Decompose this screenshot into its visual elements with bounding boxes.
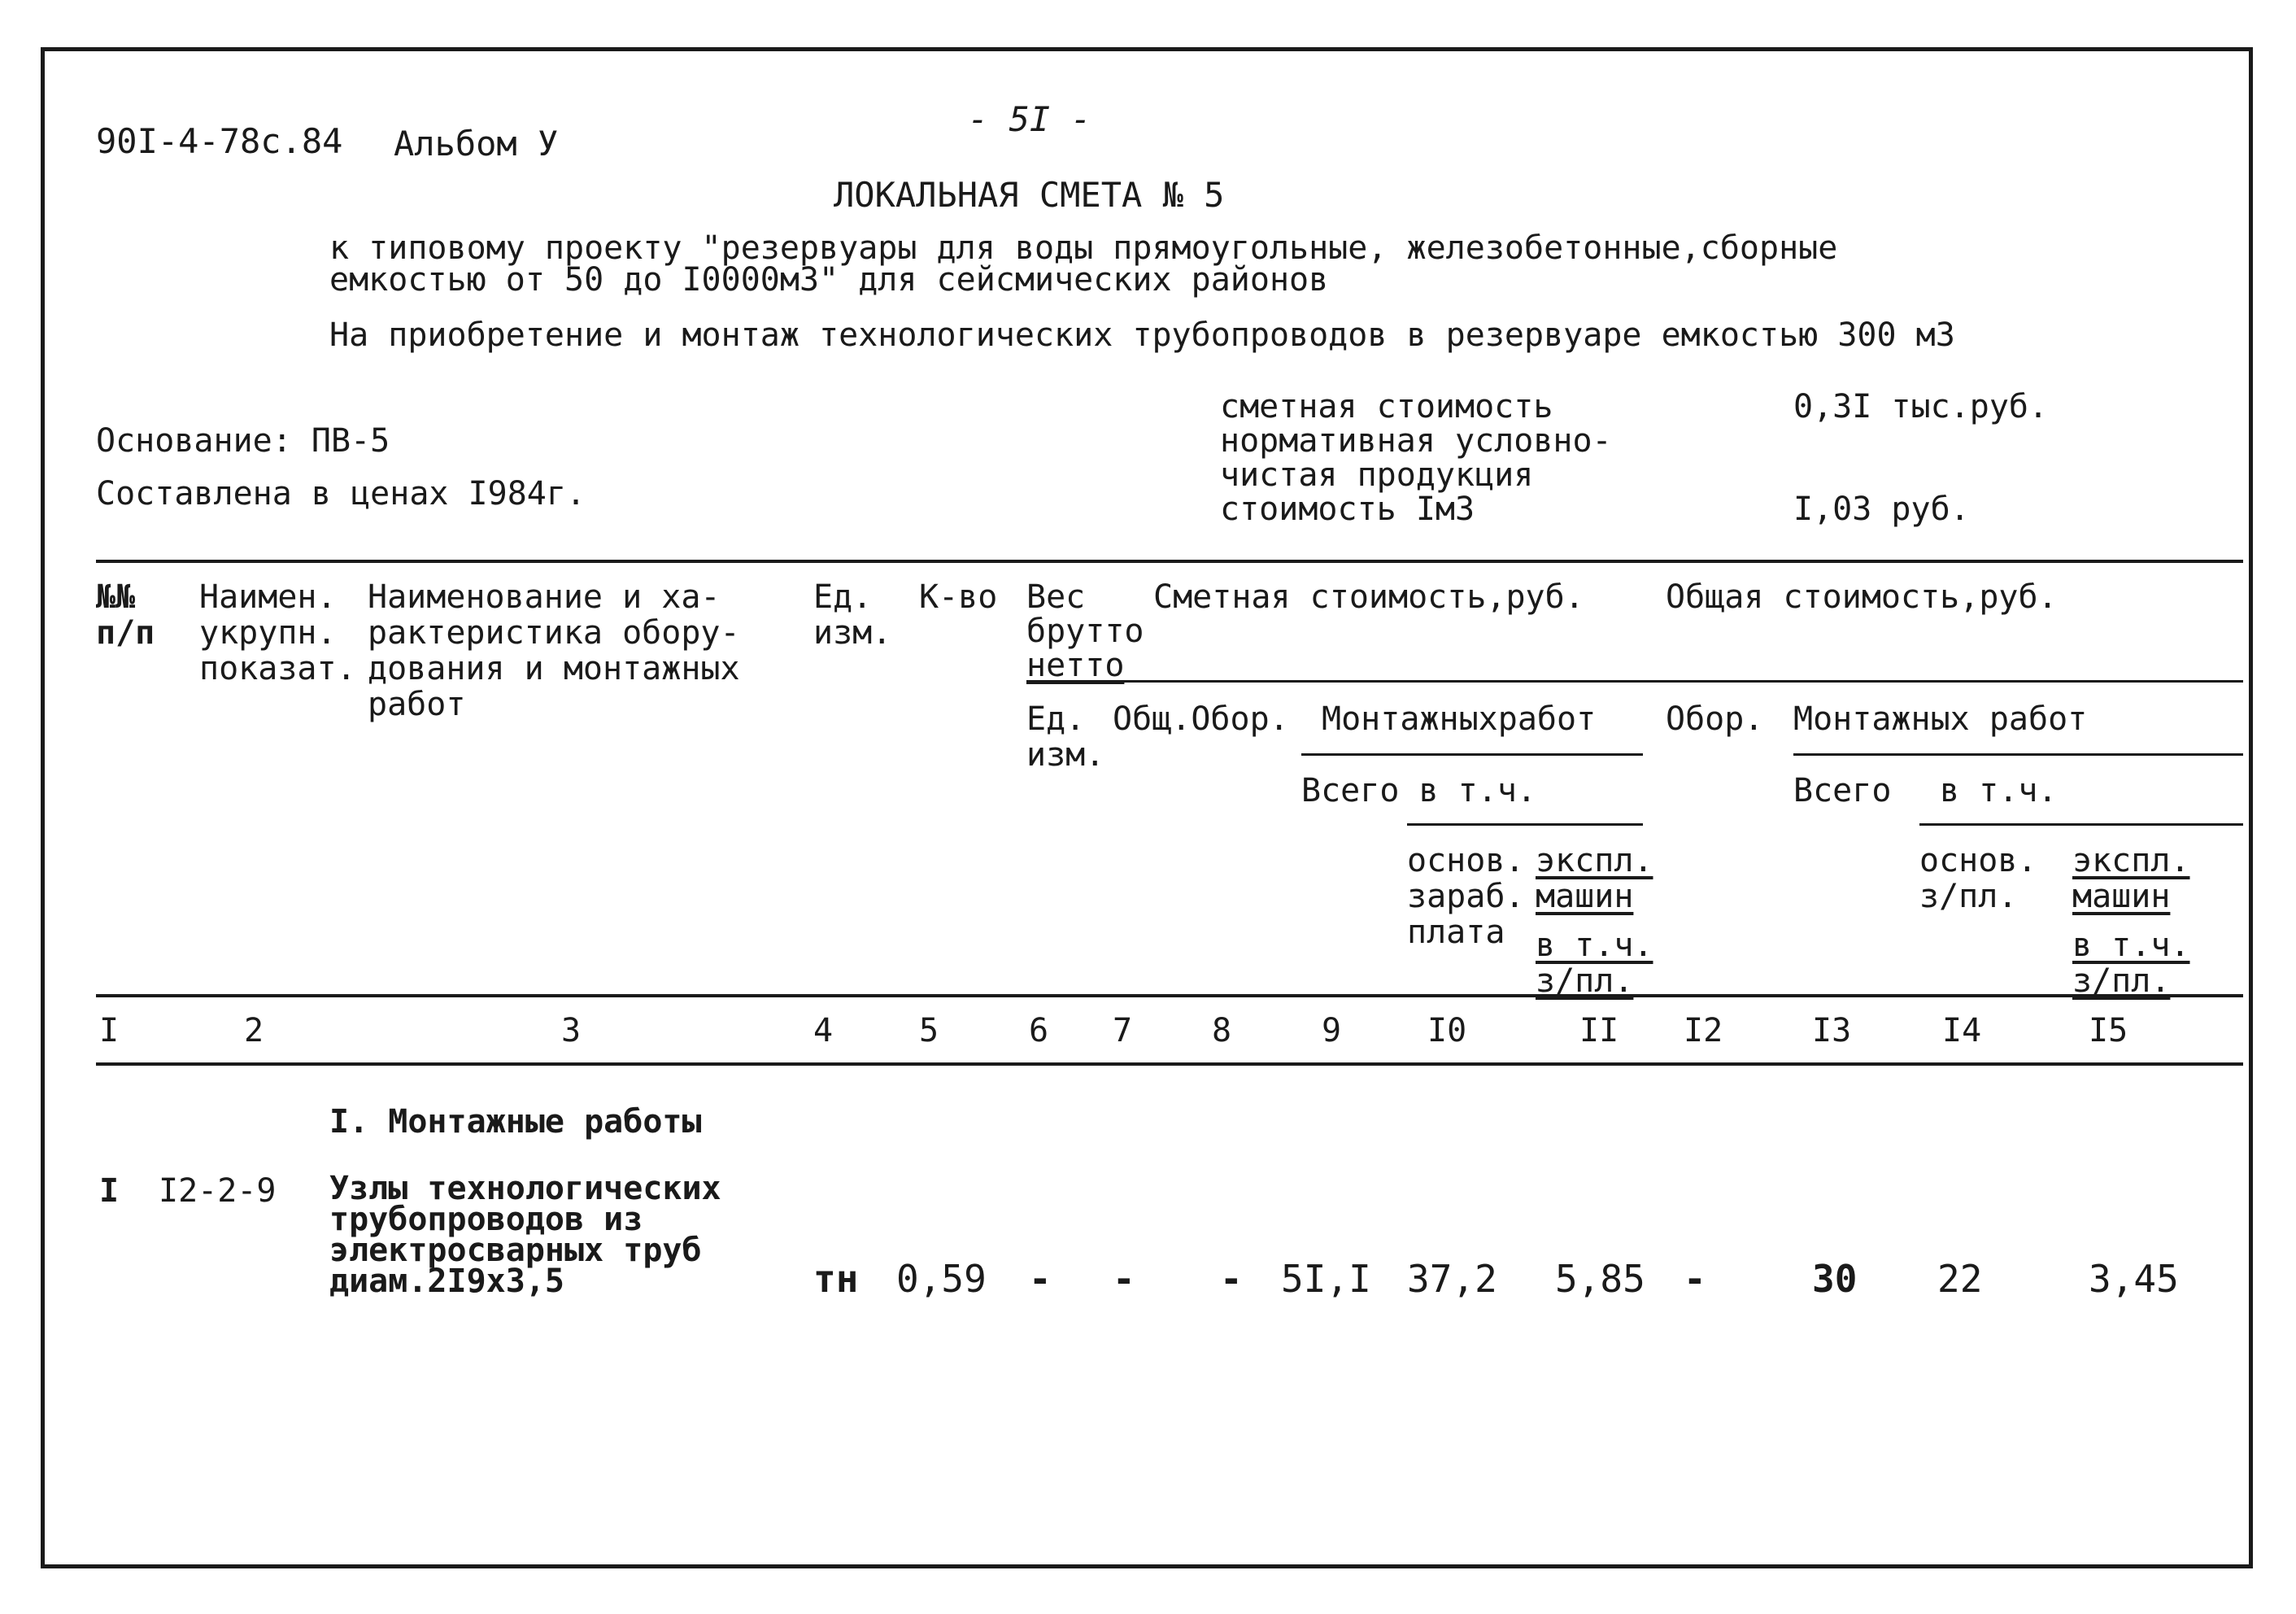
smetnaya-value: 0,3I тыс.руб. [1793, 388, 2049, 425]
section-title: I. Монтажные работы [329, 1103, 702, 1141]
row-c9: 5I,I [1281, 1257, 1371, 1301]
row-qty: 0,59 [896, 1257, 987, 1301]
col-header-obshch-obor: Общ.Обор. [1113, 700, 1289, 738]
col-header-vtch: в т.ч. [1940, 772, 2058, 809]
col-header-obor: Обор. [1666, 700, 1764, 738]
col-header-ekspl: экспл. машин [1536, 842, 1653, 915]
col-header-montazh: Монтажныхработ [1322, 700, 1597, 738]
col-header-brutto: брутто [1026, 613, 1144, 650]
col-header-num: №№ п/п [96, 578, 155, 652]
col-number: 9 [1322, 1012, 1342, 1049]
col-header-vsego-vtch: Всего в т.ч. [1301, 772, 1536, 809]
col-number: I4 [1942, 1012, 1982, 1049]
col-header-vsego: Всего [1793, 772, 1892, 809]
page-number: - 5I - [968, 99, 1091, 139]
header-bottom-rule [96, 994, 2243, 997]
col-number: I [99, 1012, 120, 1049]
col-number: I5 [2089, 1012, 2128, 1049]
row-c8: - [1220, 1257, 1243, 1301]
col-number: 8 [1212, 1012, 1232, 1049]
rule-under-netto [1026, 680, 2243, 683]
col-number: 6 [1029, 1012, 1049, 1049]
title-line-2: емкостью от 50 до I0000м3" для сейсмических районов [329, 261, 1329, 299]
col-header-name: Наименование и ха- рактеристика обору- дования и монтажных работ [368, 578, 740, 723]
col-number: I2 [1684, 1012, 1723, 1049]
row-code: I2-2-9 [159, 1172, 277, 1210]
title-line-3: На приобретение и монтаж технологических трубопроводов в резервуаре емкостью 300 м3 [329, 316, 1955, 354]
row-c15: 3,45 [2089, 1257, 2179, 1301]
row-c11: 5,85 [1555, 1257, 1645, 1301]
group-smetnaya: Сметная стоимость,руб. [1153, 578, 1584, 616]
col-number: 7 [1113, 1012, 1133, 1049]
rule-vsego-left [1407, 823, 1643, 826]
row-name: Узлы технологических трубопроводов из электросварных труб диам.2I9х3,5 [329, 1170, 721, 1300]
row-c13: 30 [1812, 1257, 1858, 1301]
col-header-weight-unit: Ед. изм. [1026, 700, 1105, 774]
album-label: Альбом У [394, 124, 559, 164]
col-header-weight: Вес [1026, 578, 1086, 616]
col-number: II [1579, 1012, 1619, 1049]
normative-label-1: нормативная условно- [1220, 422, 1612, 460]
smetnaya-label: сметная стоимость [1220, 388, 1553, 425]
row-c10: 37,2 [1407, 1257, 1497, 1301]
col-number: 3 [561, 1012, 582, 1049]
col-header-osnov-zpl: основ. з/пл. [1919, 842, 2037, 915]
unit-cost-label: стоимость Iм3 [1220, 491, 1475, 528]
col-number: 5 [919, 1012, 939, 1049]
group-obshchaya: Общая стоимость,руб. [1666, 578, 2058, 616]
rule-montazh-right [1793, 753, 2243, 756]
title-line-1: к типовому проекту "резервуары для воды прямоугольные, железобетонные,сборные [329, 229, 1838, 267]
rule-vsego-right [1919, 823, 2243, 826]
basis-osnovanie: Основание: ПВ-5 [96, 422, 390, 460]
col-number: I0 [1427, 1012, 1467, 1049]
row-c7: - [1113, 1257, 1135, 1301]
row-c14: 22 [1937, 1257, 1983, 1301]
rule-montazh-left [1301, 753, 1643, 756]
column-numbers-rule [96, 1062, 2243, 1066]
basis-prices: Составлена в ценах I984г. [96, 475, 586, 513]
row-c12: - [1684, 1257, 1706, 1301]
col-header-vtch-zpl: в т.ч. з/пл. [1536, 927, 1653, 1000]
row-unit: тн [813, 1257, 859, 1301]
col-number: I3 [1812, 1012, 1852, 1049]
col-header-montazh-2: Монтажных работ [1793, 700, 2088, 738]
doc-code: 90I-4-78c.84 [96, 121, 343, 161]
col-header-vtch-zpl-2: в т.ч. з/пл. [2072, 927, 2190, 1000]
estimate-title: ЛОКАЛЬНАЯ СМЕТА № 5 [834, 175, 1225, 215]
table-top-rule [96, 560, 2243, 563]
col-number: 4 [813, 1012, 834, 1049]
col-header-code: Наимен. укрупн. показат. [199, 578, 356, 687]
unit-cost-value: I,03 руб. [1793, 491, 1970, 528]
col-header-netto: нетто [1026, 647, 1125, 684]
col-header-osnov-zarab: основ. зараб. плата [1407, 842, 1525, 951]
col-header-qty: К-во [919, 578, 998, 616]
col-header-ekspl-2: экспл. машин [2072, 842, 2190, 915]
row-num: I [99, 1172, 120, 1210]
col-header-unit: Ед. изм. [813, 578, 892, 652]
normative-label-2: чистая продукция [1220, 456, 1534, 494]
row-c6: - [1029, 1257, 1052, 1301]
col-number: 2 [244, 1012, 264, 1049]
